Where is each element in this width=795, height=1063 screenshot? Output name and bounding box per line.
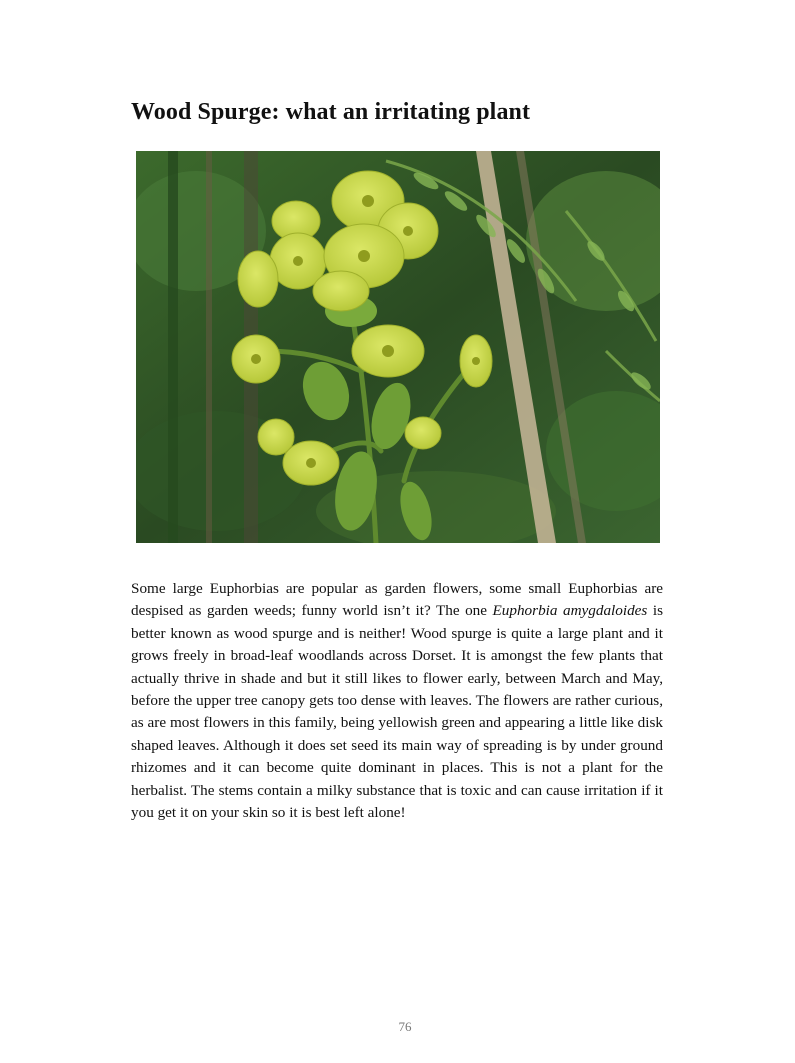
paragraph-text-part-1: Some large Euphorbias are popular as garden flowers, some small Euphorbias are despised as garden weeds; funny world isn’t it? The one [131, 580, 663, 620]
paragraph-text-part-2: is better known as wood spurge and is neither! Wood spurge is quite a large plant and it grows freely in broad-leaf woodlands across Dorset. It is amongst the few plants that actually thrive in shade and but it still likes to flower early, between March and May, before the upper tree canopy gets too dense with leaves. The flowers are rather curious, as are most flowers in this family, being yellowish green and appearing a little like disk shaped leaves. Although it does set seed its main way of spreading is by under ground rhizomes and it can become quite dominant in places. This is not a plant for the herbalist. The stems contain a milky substance that is toxic and can cause irritation if it you get it on your skin so it is best left alone! [131, 602, 663, 822]
page-number: 76 [398, 1019, 412, 1034]
body-paragraph [131, 578, 663, 824]
page-title: Wood Spurge: what an irritating plant [131, 99, 531, 125]
wood-spurge-photo [136, 151, 660, 543]
species-name: Euphorbia amygdaloides [492, 602, 648, 620]
